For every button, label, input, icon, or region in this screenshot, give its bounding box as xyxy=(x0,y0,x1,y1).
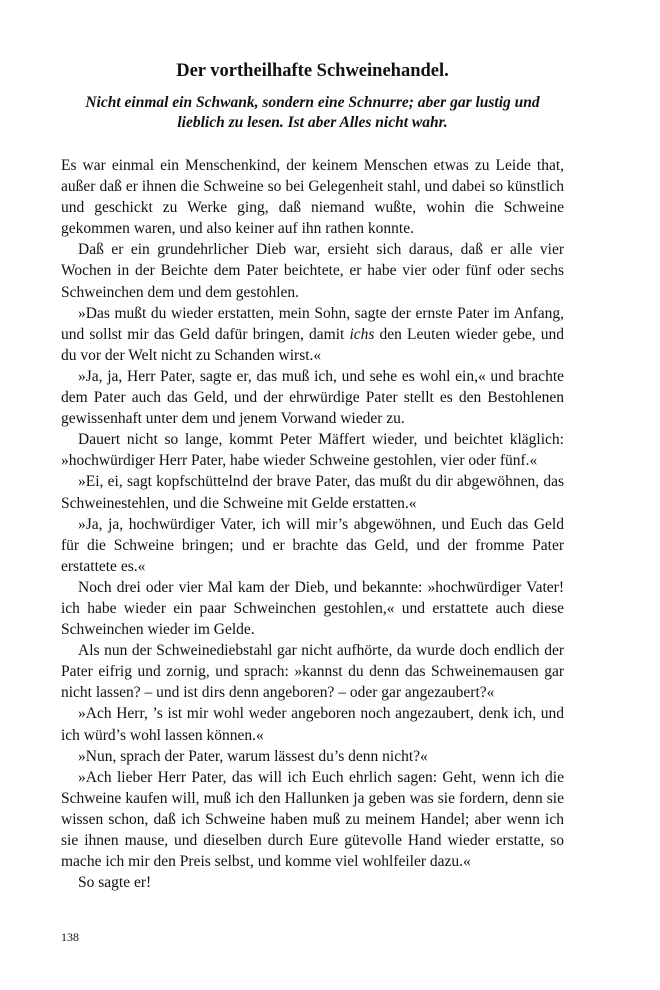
chapter-subtitle: Nicht einmal ein Schwank, sondern eine Schnurre; aber gar lustig und lieblich zu lesen. Ist aber Alles nicht wahr. xyxy=(85,94,540,131)
paragraph: Dauert nicht so lange, kommt Peter Mäffert wieder, und beichtet kläglich: »hochwürdiger Herr Pater, habe wieder Schweine gestohlen, vier oder fünf.« xyxy=(61,431,564,470)
paragraph: »Ei, ei, sagt kopfschüttelnd der brave Pater, das mußt du dir abgewöhnen, das Schweinestehlen, und die Schweine mit Gelde erstatten.« xyxy=(61,473,564,512)
paragraph-text: den Leuten wieder gebe, und du vor der Welt nicht zu Schanden wirst.« xyxy=(61,325,564,364)
paragraph: »Nun, sprach der Pater, warum lässest du’s denn nicht?« xyxy=(78,747,428,765)
paragraph: So sagte er! xyxy=(78,874,152,892)
paragraph: »Ach lieber Herr Pater, das will ich Euch ehrlich sagen: Geht, wenn ich die Schweine kaufen will, muß ich den Hallunken ja geben was sie fordern, denn sie wissen schon, daß ich Schweine haben muß zu meinem Handel; aber wenn ich sie ihnen mause, und dieselben durch Eure gütevolle Hand wieder erstatte, so mache ich mir den Preis selbst, und komme viel wohlfeiler dazu.« xyxy=(61,768,564,871)
paragraph: Als nun der Schweinediebstahl gar nicht aufhörte, da wurde doch endlich der Pater eifrig und zornig, und sprach: »kannst du denn das Schweinemausen gar nicht lassen? – und ist dirs denn angeboren? – oder gar angezaubert?« xyxy=(61,642,564,702)
chapter-title: Der vortheilhafte Schweinehandel. xyxy=(176,61,449,81)
paragraph: »Ja, ja, Herr Pater, sagte er, das muß ich, und sehe es wohl ein,« und brachte dem Pater auch das Geld, und der ehrwürdige Pater stellt es den Bestohlenen gewissenhaft unter dem und jenem Vorwand wieder zu. xyxy=(61,367,564,428)
paragraph xyxy=(61,303,564,366)
paragraph-text: »Das mußt du wieder erstatten, mein Sohn, sagte der ernste Pater im Anfang, und sollst mir das Geld dafür bringen, damit xyxy=(61,304,564,343)
page-number: 138 xyxy=(61,930,79,944)
paragraph: Daß er ein grundehrlicher Dieb war, ersieht sich daraus, daß er alle vier Wochen in der Beichte dem Pater beichtete, er habe vier oder fünf oder sechs Schweinchen dem und dem gestohlen. xyxy=(61,241,564,301)
paragraph: Es war einmal ein Menschenkind, der keinem Menschen etwas zu Leide that, außer daß er ihnen die Schweine so bei Gelegenheit stahl, und dabei so künstlich und geschickt zu Werke ging, daß niemand wußte, wohin die Schweine gekommen waren, und also keiner auf ihn rathen konnte. xyxy=(61,157,564,238)
story-body xyxy=(61,155,564,893)
paragraph: Noch drei oder vier Mal kam der Dieb, und bekannte: »hochwürdiger Vater! ich habe wieder ein paar Schweinchen gestohlen,« und erstattete auch diese Schweinchen wieder im Gelde. xyxy=(61,578,564,639)
paragraph: »Ach Herr, ’s ist mir wohl weder angeboren noch angezaubert, denk ich, und ich würd’s wohl lassen können.« xyxy=(61,705,564,744)
paragraph: »Ja, ja, hochwürdiger Vater, ich will mir’s abgewöhnen, und Euch das Geld für die Schweine bringen; und er brachte das Geld, und der fromme Pater erstattete es.« xyxy=(61,515,564,575)
page-text-block xyxy=(61,58,564,893)
emphasized-word: ichs xyxy=(349,325,375,343)
